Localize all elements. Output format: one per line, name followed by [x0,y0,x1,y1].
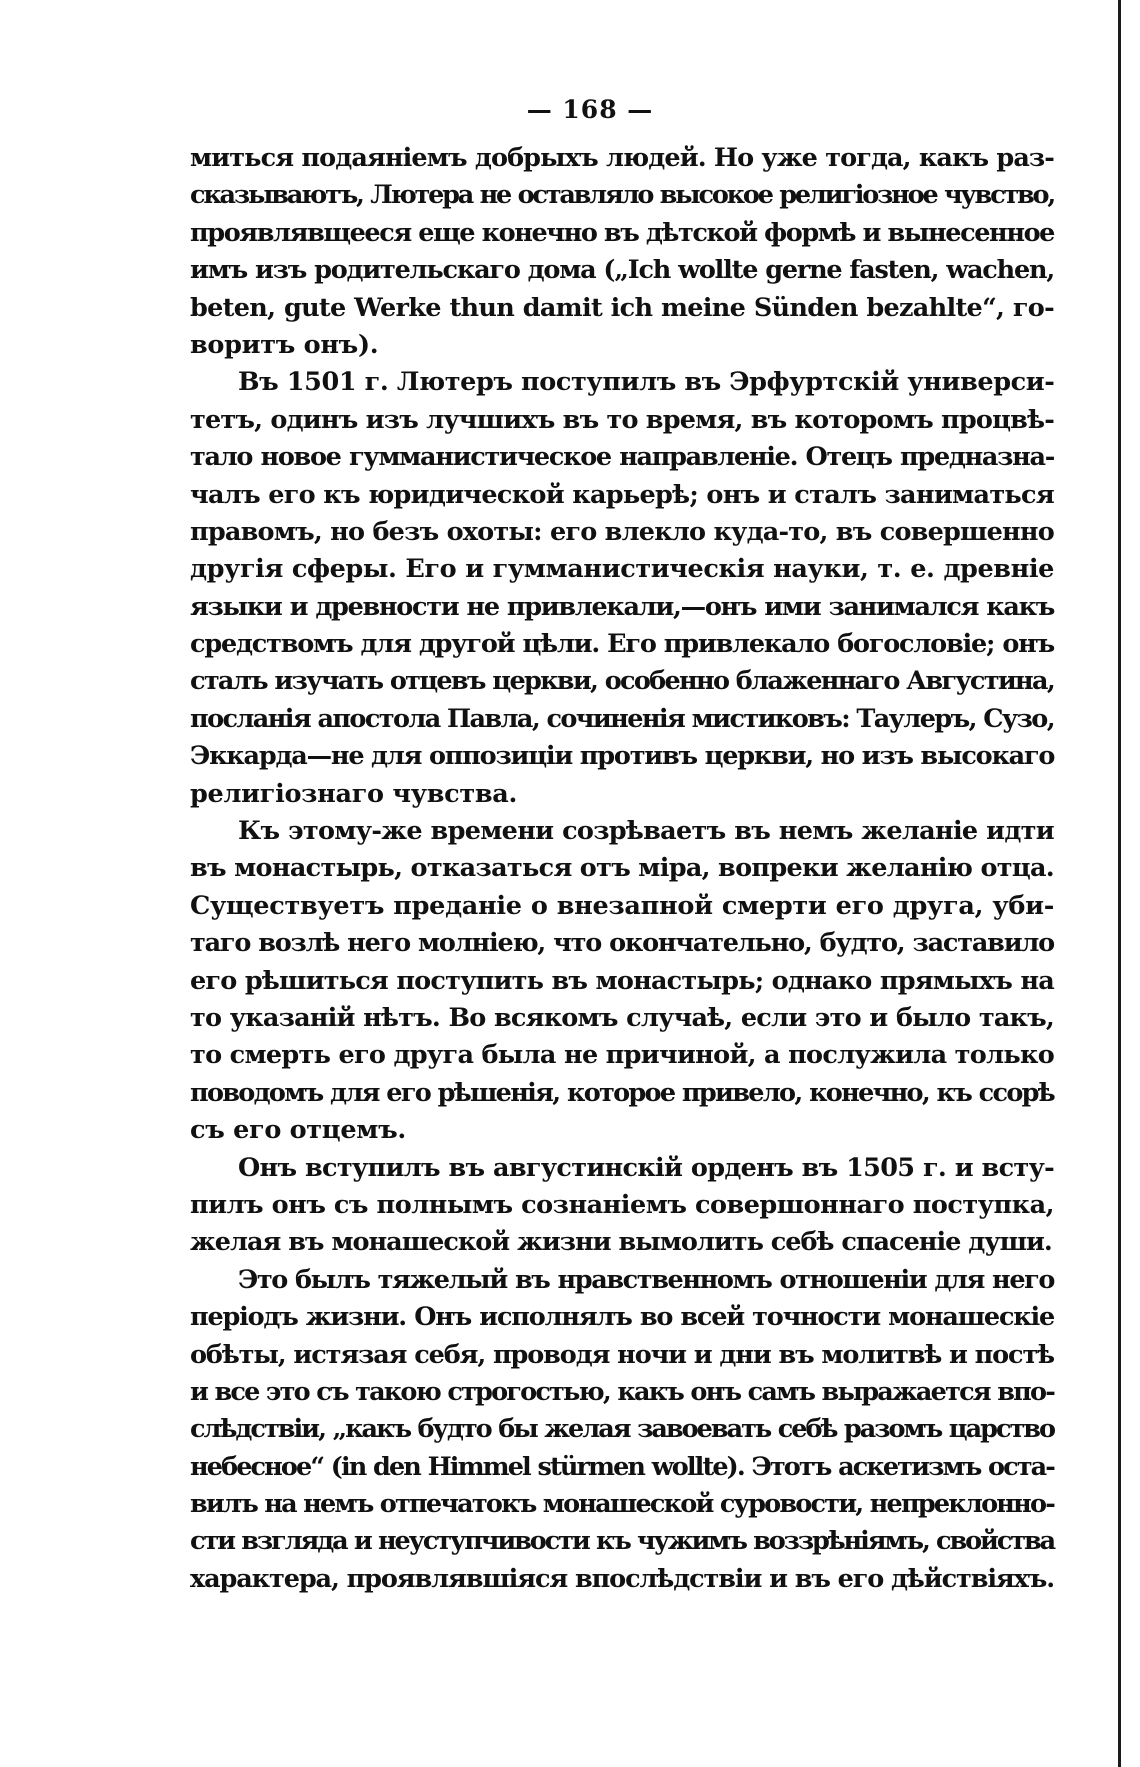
text-line: сти взгляда и неуступчивости къ чужимъ воззрѣніямъ, свойства [190,1526,1054,1557]
text-line: проявлявщееся еще конечно въ дѣтской формѣ и вынесенное [190,217,1055,248]
text-line: періодъ жизни. Онъ исполнялъ во всей точности монашескіе [190,1302,1054,1333]
body-text [190,140,1054,1598]
text-line: миться подаяніемъ добрыхъ людей. Но уже тогда, какъ раз- [190,143,1054,173]
text-line: то указаній нѣтъ. Во всякомъ случаѣ, если это и было такъ, [190,1002,1054,1033]
text-line: и все это съ такою строгостью, какъ онъ самъ выражается впо- [190,1376,1054,1407]
text-line: небесное“ (in den Himmel stürmen wollte). Этотъ аскетизмъ оста- [190,1451,1054,1482]
text-line: тало новое гумманистическое направленіе. Отецъ предназна- [190,442,1054,473]
text-line: вилъ на немъ отпечатокъ монашеской суровости, непреклонно- [190,1489,1054,1520]
text-line: то смерть его друга была не причиной, а послужила только [190,1040,1054,1071]
page-number: — 168 — [526,95,654,124]
text-line: характера, проявлявшіяся впослѣдствіи и въ его дѣйствіяхъ. [190,1563,1054,1594]
text-line: таго возлѣ него молніею, что окончательно, будто, заставило [190,928,1054,959]
text-line: beten, gute Werke thun damit ich meine Sünden bezahlte“, го- [190,292,1054,323]
text-line: Существуетъ преданіе о внезапной смерти его друга, уби- [190,890,1054,921]
text-line: желая въ монашеской жизни вымолить себѣ спасеніе души. [190,1227,1052,1258]
text-line: Онъ вступилъ въ августинскій орденъ въ 1505 г. и всту- [238,1152,1054,1183]
text-line: воритъ онъ). [190,329,379,360]
text-line: Къ этому-же времени созрѣваетъ въ немъ желаніе идти [238,816,1054,847]
text-line: посланія апостола Павла, сочиненія мистиковъ: Таулеръ, Сузо, [190,703,1054,734]
text-line: другія сферы. Его и гумманистическія науки, т. е. древніе [190,554,1054,585]
text-line: религіознаго чувства. [190,778,518,809]
text-line: съ его отцемъ. [190,1115,406,1146]
text-line: тетъ, одинъ изъ лучшихъ въ то время, въ которомъ процвѣ- [190,404,1054,435]
text-line: имъ изъ родительскаго дома („Ich wollte gerne fasten, wachen, [190,255,1054,286]
text-line: чалъ его къ юридической карьерѣ; онъ и сталъ заниматься [190,479,1054,510]
text-line: средствомъ для другой цѣли. Его привлекало богословіе; онъ [190,629,1054,660]
text-line: пилъ онъ съ полнымъ сознаніемъ совершоннаго поступка, [190,1189,1054,1220]
text-line: сталъ изучать отцевъ церкви, особенно блаженнаго Августина, [190,666,1054,697]
text-line: поводомъ для его рѣшенія, которое привело, конечно, къ ссорѣ [190,1077,1054,1108]
text-line: слѣдствіи, „какъ будто бы желая завоевать себѣ разомъ царство [190,1414,1054,1445]
text-line: языки и древности не привлекали,—онъ ими занимался какъ [190,591,1054,622]
text-line: правомъ, но безъ охоты: его влекло куда-то, въ совершенно [190,516,1054,547]
page-edge-line [1118,0,1121,1767]
text-line: Это былъ тяжелый въ нравственномъ отношеніи для него [238,1264,1054,1295]
text-line: Эккарда—не для оппозиціи противъ церкви, но изъ высокаго [190,741,1055,772]
text-line: сказываютъ, Лютера не оставляло высокое религіозное чувство, [190,180,1054,211]
text-line: Въ 1501 г. Лютеръ поступилъ въ Эрфуртскій универси- [238,367,1055,398]
text-line: его рѣшиться поступить въ монастырь; однако прямыхъ на [190,965,1054,996]
text-line: обѣты, истязая себя, проводя ночи и дни въ молитвѣ и постѣ [190,1339,1054,1370]
text-line: въ монастырь, отказаться отъ міра, вопреки желанію отца. [190,853,1054,884]
